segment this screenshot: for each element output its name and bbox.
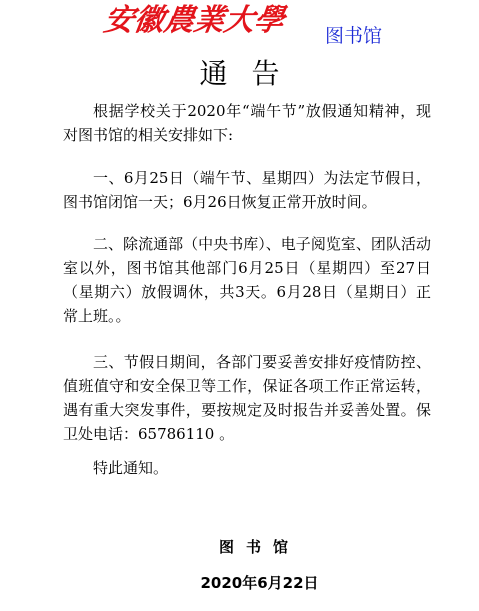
department-name: 图书馆 (325, 25, 383, 47)
notice-item-1: 一、6月25日（端午节、星期四）为法定节假日，图书馆闭馆一天；6月26日恢复正常开放时间。 (63, 169, 431, 211)
notice-intro: 根据学校关于2020年“端午节”放假通知精神，现对图书馆的相关安排如下: (63, 102, 431, 144)
university-logo-text: 安徽農業大學 (101, 3, 287, 38)
notice-item-3: 三、节假日期间，各部门要妥善安排好疫情防控、值班值守和安全保卫等工作，保证各项工作正常运转，遇有重大突发事件，要按规定及时报告并妥善处置。保卫处电话：65786110 。 (63, 353, 431, 443)
notice-title: 通告 (199, 57, 304, 90)
issuer-signature: 图书馆 (218, 538, 300, 556)
issue-date: 2020年6月22日 (200, 574, 319, 592)
page-header (0, 0, 479, 52)
notice-body (63, 99, 431, 480)
notice-closing: 特此通知。 (93, 459, 169, 477)
notice-item-2: 二、除流通部（中央书库）、电子阅览室、团队活动室以外，图书馆其他部门6月25日（星期四）至27日（星期六）放假调休，共3天。6月28日（星期日）正常上班。。 (63, 235, 431, 325)
